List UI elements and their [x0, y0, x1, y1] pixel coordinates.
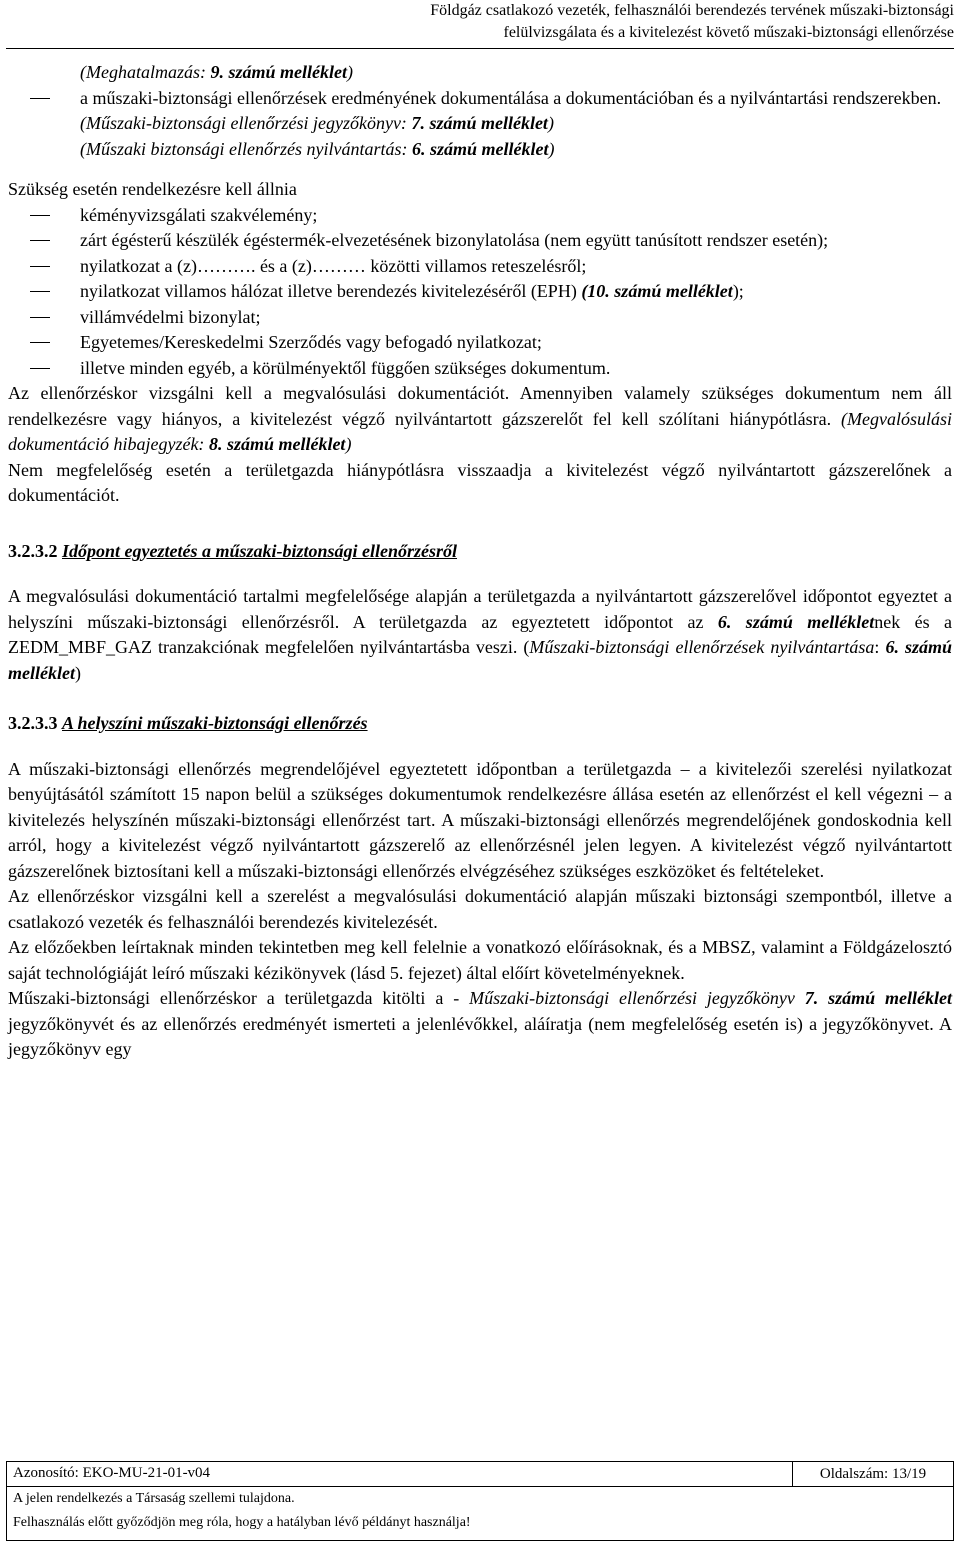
section-heading-3-2-3-3: 3.2.3.3 A helyszíni műszaki-biztonsági ellenőrzés — [8, 713, 368, 733]
jegyzokonyv-ref: (Műszaki-biztonsági ellenőrzési jegyzőkönyv: 7. számú melléklet) — [80, 113, 554, 133]
nonconformity-paragraph: Nem megfelelőség esetén a területgazda hiánypótlásra visszaadja a kivitelezést végző nyilvántartott gázszerelőnek a dokumentációt. — [8, 459, 952, 505]
header-rule — [6, 48, 954, 49]
check-paragraph: Az ellenőrzéskor vizsgálni kell a megvalósulási dokumentációt. Amennyiben valamely szükséges dokumentum nem áll rendelkezésre vagy hiányos, a kivitelezést végző nyilvántartott gázszerelőt fel kell szólítani hiánypótlásra. (Megvalósulási dokumentáció hibajegyzék: 8. számú melléklet) — [8, 383, 952, 454]
inspection-paragraph-2: Az ellenőrzéskor vizsgálni kell a szerelést a megvalósulási dokumentáció alapján műszaki biztonsági szempontból, illetve a csatlakozó vezeték és felhasználói berendezés kivitelezését. — [8, 886, 952, 932]
meghatalmazas-ref: (Meghatalmazás: 9. számú melléklet) — [80, 62, 353, 82]
list-item: kéményvizsgálati szakvélemény; — [8, 203, 952, 229]
header-line-1: Földgáz csatlakozó vezeték, felhasználói berendezés tervének műszaki-biztonsági — [430, 2, 954, 19]
list-item: Egyetemes/Kereskedelmi Szerződés vagy befogadó nyilatkozat; — [8, 330, 952, 356]
page-number: Oldalszám: 13/19 — [792, 1462, 953, 1486]
requirements-intro: Szükség esetén rendelkezésre kell állnia — [8, 179, 297, 199]
inspection-paragraph-4: Műszaki-biztonsági ellenőrzéskor a területgazda kitölti a - Műszaki-biztonsági ellenőrzési jegyzőkönyv 7. számú melléklet jegyzőkönyvét és az ellenőrzés eredményét ismerteti a jelenlévőkkel, aláíratja (nem megfelelőség esetén is) a jegyzőkönyvet. A jegyzőkönyv egy — [8, 988, 953, 1059]
list-item: nyilatkozat a (z)………. és a (z)……… közötti villamos reteszelésről; — [8, 254, 952, 280]
validity-note: Felhasználás előtt győződjön meg róla, hogy a hatályban lévő példányt használja! — [13, 1515, 471, 1530]
section-heading-3-2-3-2: 3.2.3.2 Időpont egyeztetés a műszaki-biztonsági ellenőrzésről — [8, 540, 458, 561]
inspection-paragraph-1: A műszaki-biztonsági ellenőrzés megrendelőjével egyeztetett időpontban a területgazda – a kivitelezői szerelési nyilatkozat benyújtásától számított 15 napon belül a szükséges dokumentumok rendelkezésre állása esetén az ellenőrzést el kell végezni – a kivitelezés helyszínén műszaki-biztonsági ellenőrzést tart. A műszaki-biztonsági ellenőrzés megrendelőjének gondoskodnia kell arról, hogy a kivitelezést végző nyilvántartott gázszerelő az ellenőrzésnél jelen legyen. A kivitelezést végző nyilvántartott gázszerelőnek biztosítani kell a műszaki-biztonsági ellenőrzés elvégzéséhez szükséges eszközöket és feltételeket. — [8, 758, 952, 881]
page-footer — [6, 1461, 954, 1541]
list-item: a műszaki-biztonsági ellenőrzések eredményének dokumentálása a dokumentációban és a nyilvántartási rendszerekben. — [8, 86, 952, 112]
appointment-paragraph: A megvalósulási dokumentáció tartalmi megfelelősége alapján a területgazda a nyilvántartott gázszerelővel időpontot egyeztet a helyszíni műszaki-biztonsági ellenőrzésről. A területgazda az egyeztetett időpontot az 6. számú mellékletnek és a ZEDM_MBF_GAZ tranzakciónak megfelelően nyilvántartásba veszi. (Műszaki-biztonsági ellenőrzések nyilvántartása: 6. számú melléklet) — [8, 586, 952, 683]
list-item: zárt égésterű készülék égéstermék-elvezetésének bizonylatolása (nem együtt tanúsított rendszer esetén); — [8, 228, 952, 254]
inspection-paragraph-3: Az előzőekben leírtaknak minden tekintetben meg kell felelnie a vonatkozó előírásoknak, és a MBSZ, valamint a Földgázelosztó saját technológiáját leíró műszaki kézikönyvek (lásd 5. fejezet) által előírt követelményeknek. — [8, 937, 952, 983]
page-body — [8, 60, 952, 1063]
header-line-2: felülvizsgálata és a kivitelezést követő műszaki-biztonsági ellenőrzése — [503, 24, 954, 41]
list-item: nyilatkozat villamos hálózat illetve berendezés kivitelezéséről (EPH) (10. számú melléklet); — [8, 279, 952, 305]
document-id: Azonosító: EKO-MU-21-01-v04 — [13, 1465, 211, 1481]
ownership-note: A jelen rendelkezés a Társaság szellemi tulajdona. — [13, 1491, 295, 1506]
list-item: villámvédelmi bizonylat; — [8, 305, 952, 331]
list-item: illetve minden egyéb, a körülményektől függően szükséges dokumentum. — [8, 356, 952, 382]
nyilvantartas-ref: (Műszaki biztonsági ellenőrzés nyilvántartás: 6. számú melléklet) — [80, 138, 555, 159]
page-header — [430, 0, 954, 44]
